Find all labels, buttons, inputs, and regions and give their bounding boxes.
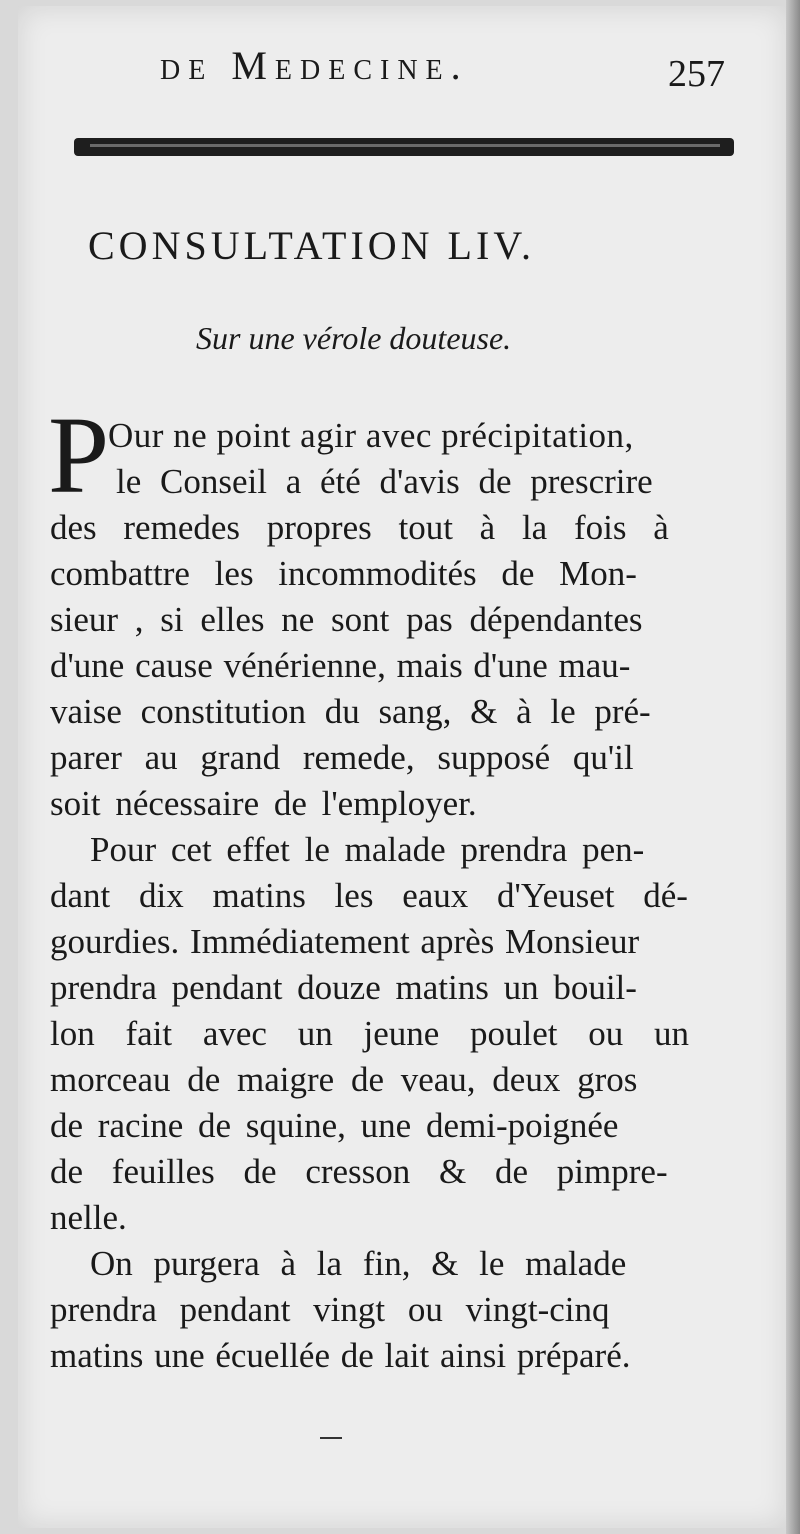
text-line: d'une cause vénérienne, mais d'une mau- [50,646,631,685]
text-line: nelle. [50,1198,127,1237]
page-number: 257 [668,53,725,95]
chapter-subtitle: Sur une vérole douteuse. [196,320,512,356]
text-line: lon fait avec un jeune poulet ou un [50,1014,689,1053]
text-line: vaise constitution du sang, & à le pré- [50,692,651,731]
text-line: de racine de squine, une demi-poignée [50,1106,619,1145]
text-line: parer au grand remede, supposé qu'il [50,738,634,777]
running-head: de Medecine. [160,43,469,88]
drop-cap: P [48,394,110,516]
text-line: le Conseil a été d'avis de prescrire [116,462,653,501]
chapter-title: CONSULTATION LIV. [88,223,536,268]
header-rule-inner [90,144,720,147]
text-line: prendra pendant vingt ou vingt-cinq [50,1290,610,1329]
header-rule [74,138,734,156]
text-line: Pour cet effet le malade prendra pen- [90,830,645,869]
text-line: prendra pendant douze matins un bouil- [50,968,637,1007]
text-line: Our ne point agir avec précipitation, [108,416,634,455]
page-mark [320,1437,342,1439]
text-line: morceau de maigre de veau, deux gros [50,1060,638,1099]
text-line: de feuilles de cresson & de pimpre- [50,1152,668,1191]
page-edge-shadow [786,0,800,1534]
text-line: combattre les incommodités de Mon- [50,554,637,593]
text-line: des remedes propres tout à la fois à [50,508,669,547]
text-line: On purgera à la fin, & le malade [90,1244,627,1283]
text-line: gourdies. Immédiatement après Monsieur [50,922,640,961]
text-line: matins une écuellée de lait ainsi préparé. [50,1336,631,1375]
text-line: dant dix matins les eaux d'Yeuset dé- [50,876,688,915]
text-line: soit nécessaire de l'employer. [50,784,477,823]
text-line: sieur , si elles ne sont pas dépendantes [50,600,643,639]
